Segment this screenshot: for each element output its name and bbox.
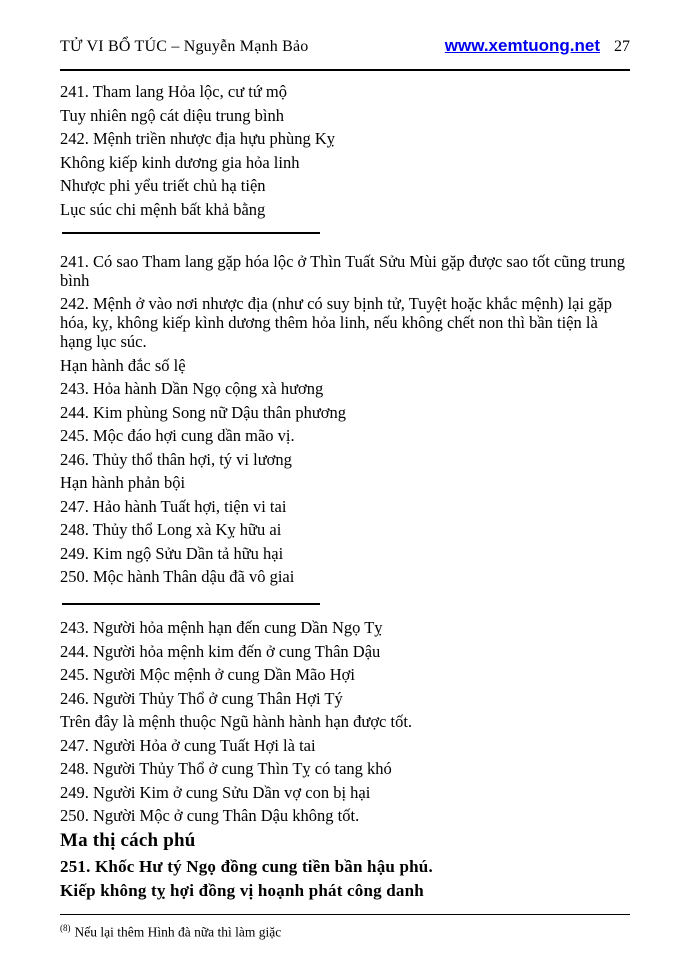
explanation-paragraph: 247. Hảo hành Tuất hợi, tiện vi tai — [60, 496, 287, 516]
explanation-paragraph: 244. Người hỏa mệnh kim đến ở cung Thân Dậu — [60, 641, 381, 661]
verse-line: 242. Mệnh triền nhược địa hựu phùng Kỵ — [60, 129, 335, 148]
footnote-marker: (8) — [60, 923, 71, 933]
verse-line-bold: 251. Khốc Hư tý Ngọ đồng cung tiền bần hậu phú. — [60, 856, 433, 876]
verse-line: Lục súc chi mệnh bất khả bằng — [60, 199, 266, 219]
verse-line: Tuy nhiên ngộ cát diệu trung bình — [60, 105, 284, 125]
section-divider — [62, 232, 320, 234]
verse-line: Nhược phi yểu triết chủ hạ tiện — [60, 176, 266, 195]
explanation-paragraph: 243. Người hỏa mệnh hạn đến cung Dần Ngọ Tỵ — [60, 618, 383, 637]
explanation-paragraph: 250. Mộc hành Thân dậu đã vô giai — [60, 567, 295, 586]
explanation-block-2 — [60, 618, 630, 825]
header-right-group — [445, 36, 630, 56]
explanation-paragraph: 248. Người Thủy Thổ ở cung Thìn Tỵ có tang khó — [60, 759, 392, 778]
footnote — [60, 920, 630, 941]
explanation-paragraph: 247. Người Hỏa ở cung Tuất Hợi là tai — [60, 735, 316, 755]
explanation-paragraph: 245. Mộc đáo hợi cung dần mão vị. — [60, 426, 295, 445]
section-divider — [62, 603, 320, 605]
verse-line-bold: Kiếp không tỵ hợi đồng vị hoạnh phát công danh — [60, 881, 424, 900]
explanation-paragraph: 242. Mệnh ở vào nơi nhược địa (như có suy bịnh tử, Tuyệt hoặc khắc mệnh) lại gặp hóa, kỵ, không kiếp kình dương thêm hỏa linh, nếu không chết non thì bần tiện là hạng lục súc. — [60, 294, 613, 351]
page-header — [60, 36, 630, 71]
section-heading: Ma thị cách phú — [60, 829, 196, 851]
explanation-paragraph: 249. Kim ngộ Sửu Dần tả hữu hại — [60, 543, 284, 563]
explanation-paragraph: 241. Có sao Tham lang gặp hóa lộc ở Thìn Tuất Sửu Mùi gặp được sao tốt cũng trung bình — [60, 251, 625, 290]
explanation-paragraph: Hạn hành đắc số lệ — [60, 355, 186, 375]
footnote-divider — [60, 914, 630, 915]
explanation-paragraph: Hạn hành phản bội — [60, 473, 186, 492]
verse-line: 241. Tham lang Hỏa lộc, cư tứ mộ — [60, 82, 287, 101]
explanation-paragraph: 250. Người Mộc ở cung Thân Dậu không tốt. — [60, 806, 360, 825]
verse-line: Không kiếp kinh dương gia hỏa linh — [60, 152, 300, 172]
explanation-paragraph: 246. Người Thủy Thổ ở cung Thân Hợi Tý — [60, 688, 343, 708]
explanation-paragraph: 243. Hỏa hành Dần Ngọ cộng xà hương — [60, 379, 324, 398]
explanation-paragraph: 244. Kim phùng Song nữ Dậu thân phương — [60, 402, 347, 422]
explanation-paragraph: 246. Thủy thổ thân hợi, tý vi lương — [60, 449, 292, 469]
explanation-paragraph: 245. Người Mộc mệnh ở cung Dần Mão Hợi — [60, 665, 355, 684]
page-number: 27 — [614, 38, 630, 55]
website-link[interactable]: www.xemtuong.net — [444, 36, 600, 55]
verse-block-1 — [60, 82, 630, 219]
explanation-paragraph: 248. Thủy thổ Long xà Kỵ hữu ai — [60, 520, 282, 539]
explanation-paragraph: Trên đây là mệnh thuộc Ngũ hành hành hạn được tốt. — [60, 712, 413, 731]
explanation-block-1 — [60, 252, 630, 587]
footnote-text: Nếu lại thêm Hình đà nữa thì làm giặc — [74, 924, 282, 940]
book-title: TỬ VI BỔ TÚC – Nguyễn Mạnh Bảo — [60, 38, 309, 55]
explanation-paragraph: 249. Người Kim ở cung Sửu Dần vợ con bị hại — [60, 782, 371, 802]
